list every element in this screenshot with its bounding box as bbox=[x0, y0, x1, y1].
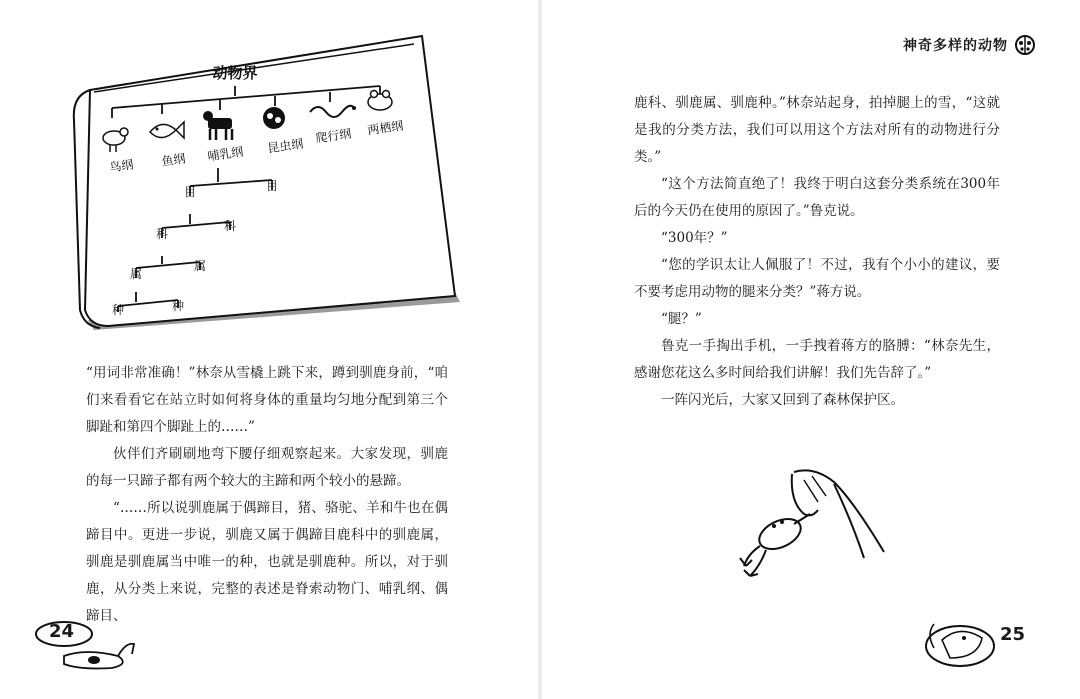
header-title: 神奇多样的动物 bbox=[903, 38, 1008, 54]
genus-label: 属 bbox=[129, 267, 143, 281]
species-label: 种 bbox=[111, 303, 125, 317]
family-label: 科 bbox=[223, 219, 237, 233]
running-header bbox=[903, 34, 1036, 56]
hand-crab-illustration bbox=[734, 462, 894, 592]
class-label: 昆虫纲 bbox=[266, 136, 305, 156]
ladybug-icon bbox=[1014, 34, 1036, 56]
paragraph: 鲁克一手掏出手机，一手拽着蒋方的胳膊：“林奈先生，感谢您花这么多时间给我们讲解！我们先告辞了。” bbox=[634, 338, 1000, 381]
order-label: 目 bbox=[265, 179, 279, 193]
paragraph: “用词非常准确！”林奈从雪橇上跳下来，蹲到驯鹿身前，“咱们来看看它在站立时如何将身体的重量均匀地分配到第三个脚趾和第四个脚趾上的……” bbox=[86, 365, 448, 435]
paragraph: “300年？” bbox=[661, 230, 728, 246]
paragraph: 一阵闪光后，大家又回到了森林保护区。 bbox=[661, 392, 904, 408]
ladybug-icon bbox=[263, 107, 285, 129]
paragraph: “您的学识太让人佩服了！不过，我有个小小的建议，要不要考虑用动物的腿来分类？”蒋方说。 bbox=[634, 257, 1000, 300]
class-label: 两栖纲 bbox=[366, 118, 405, 138]
taxonomy-diagram bbox=[50, 30, 490, 350]
diagram-title: 动物界 bbox=[212, 64, 258, 82]
cat-icon bbox=[920, 614, 1050, 670]
page-gutter bbox=[538, 0, 542, 699]
class-label: 鱼纲 bbox=[160, 151, 187, 169]
paragraph: 伙伴们齐刷刷地弯下腰仔细观察起来。大家发现，驯鹿的每一只蹄子都有两个较大的主蹄和两个较小的悬蹄。 bbox=[86, 446, 448, 489]
species-label: 种 bbox=[171, 299, 185, 313]
class-label: 鸟纲 bbox=[108, 157, 135, 175]
frog-icon bbox=[368, 91, 392, 111]
paragraph: “……所以说驯鹿属于偶蹄目，猪、骆驼、羊和牛也在偶蹄目中。更进一步说，驯鹿又属于偶蹄目鹿科中的驯鹿属，驯鹿是驯鹿属当中唯一的种，也就是驯鹿种。所以，对于驯鹿，从分类上来说，完整的表述是脊索动物门、哺乳纲、偶蹄目、 bbox=[86, 500, 448, 624]
page-number-text: 25 bbox=[1000, 624, 1026, 645]
paragraph: “腿？” bbox=[661, 311, 702, 327]
class-label: 哺乳纲 bbox=[206, 144, 245, 164]
family-label: 科 bbox=[155, 227, 169, 241]
genus-label: 属 bbox=[193, 259, 207, 273]
paragraph: 鹿科、驯鹿属、驯鹿种。”林奈站起身，拍掉腿上的雪，“这就是我的分类方法，我们可以用这个方法对所有的动物进行分类。” bbox=[634, 95, 1000, 165]
class-label: 爬行纲 bbox=[314, 126, 353, 146]
order-label: 目 bbox=[183, 185, 197, 199]
paragraph: “这个方法简直绝了！我终于明白这套分类系统在300年后的今天仍在使用的原因了。”鲁克说。 bbox=[634, 176, 1000, 219]
page-number-right bbox=[920, 614, 1050, 670]
page-number-text: 24 bbox=[49, 621, 75, 642]
page-number-left bbox=[34, 620, 150, 670]
